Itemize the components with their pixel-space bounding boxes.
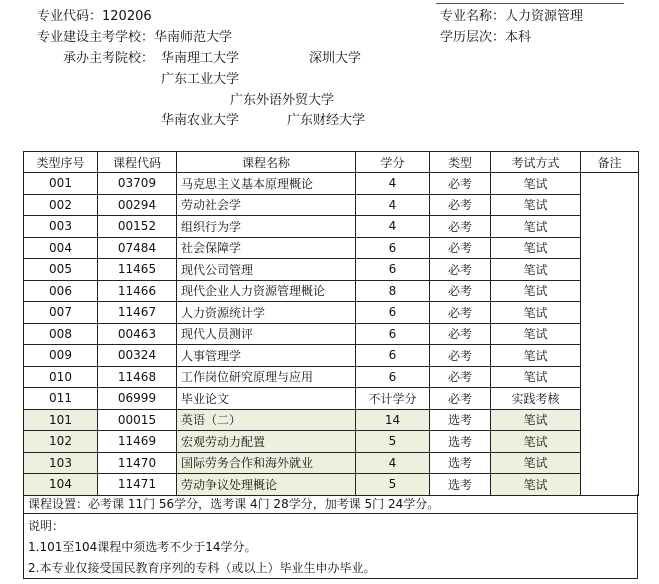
- column-header: 学分: [356, 152, 430, 173]
- type-cell: 必考: [430, 302, 491, 324]
- table-row: [24, 323, 639, 345]
- table-row: [24, 388, 639, 410]
- major-name: [440, 9, 583, 25]
- table-row: [24, 259, 639, 281]
- notes-box: [23, 513, 638, 579]
- major-name-label: 专业名称：: [440, 9, 506, 24]
- seq-cell: 006: [24, 280, 98, 302]
- name-cell: 人事管理学: [177, 345, 356, 367]
- seq-cell: 001: [24, 173, 98, 195]
- seq-cell: 010: [24, 366, 98, 388]
- exam-cell: 笔试: [491, 345, 581, 367]
- table-row: [24, 173, 639, 195]
- name-cell: 现代公司管理: [177, 259, 356, 281]
- seq-cell: 007: [24, 302, 98, 324]
- exam-cell: 笔试: [491, 474, 581, 496]
- seq-cell: 011: [24, 388, 98, 410]
- table-row: [24, 431, 639, 453]
- course-summary: 课程设置：必考课 11门 56学分，选考课 4门 28学分，加考课 5门 24学分。: [23, 494, 638, 514]
- host-school: 广东外语外贸大学: [230, 93, 335, 108]
- name-cell: 工作岗位研究原理与应用: [177, 366, 356, 388]
- type-cell: 必考: [430, 366, 491, 388]
- type-cell: 必考: [430, 216, 491, 238]
- exam-cell: 笔试: [491, 409, 581, 431]
- major-code-label: 专业代码：: [37, 9, 103, 24]
- credit-cell: 14: [356, 409, 430, 431]
- seq-cell: 008: [24, 323, 98, 345]
- exam-cell: 笔试: [491, 237, 581, 259]
- table-row: [24, 474, 639, 496]
- column-header: 课程名称: [177, 152, 356, 173]
- name-cell: 现代企业人力资源管理概论: [177, 280, 356, 302]
- code-cell: 11466: [98, 280, 177, 302]
- credit-cell: 8: [356, 280, 430, 302]
- main-school-value: 华南师范大学: [154, 30, 233, 45]
- course-table: [23, 151, 639, 496]
- code-cell: 00324: [98, 345, 177, 367]
- credit-cell: 4: [356, 216, 430, 238]
- seq-cell: 101: [24, 409, 98, 431]
- exam-cell: 笔试: [491, 216, 581, 238]
- credit-cell: 6: [356, 366, 430, 388]
- main-school-label: 专业建设主考学校：: [37, 30, 155, 45]
- credit-cell: 6: [356, 259, 430, 281]
- column-header: 课程代码: [98, 152, 177, 173]
- name-cell: 社会保障学: [177, 237, 356, 259]
- code-cell: 11468: [98, 366, 177, 388]
- note-item: 1.101至104课程中须选考不少于14学分。: [28, 540, 257, 554]
- seq-cell: 104: [24, 474, 98, 496]
- type-cell: 选考: [430, 452, 491, 474]
- name-cell: 劳动社会学: [177, 194, 356, 216]
- exam-cell: 笔试: [491, 259, 581, 281]
- type-cell: 必考: [430, 388, 491, 410]
- code-cell: 11471: [98, 474, 177, 496]
- credit-cell: 不计学分: [356, 388, 430, 410]
- host-schools-label: 承办主考院校：: [63, 51, 155, 66]
- credit-cell: 6: [356, 323, 430, 345]
- table-row: [24, 409, 639, 431]
- note-cell: [581, 173, 639, 496]
- seq-cell: 009: [24, 345, 98, 367]
- credit-cell: 6: [356, 302, 430, 324]
- name-cell: 组织行为学: [177, 216, 356, 238]
- type-cell: 必考: [430, 173, 491, 195]
- code-cell: 00015: [98, 409, 177, 431]
- seq-cell: 005: [24, 259, 98, 281]
- column-header: 考试方式: [491, 152, 581, 173]
- level: [440, 30, 531, 46]
- name-cell: 人力资源统计学: [177, 302, 356, 324]
- seq-cell: 103: [24, 452, 98, 474]
- name-cell: 毕业论文: [177, 388, 356, 410]
- code-cell: 11469: [98, 431, 177, 453]
- credit-cell: 4: [356, 452, 430, 474]
- table-row: [24, 366, 639, 388]
- host-school: 华南农业大学: [161, 113, 240, 128]
- table-row: [24, 194, 639, 216]
- note-item: 2.本专业仅接受国民教育序列的专科（或以上）毕业生申办毕业。: [28, 561, 376, 575]
- seq-cell: 002: [24, 194, 98, 216]
- code-cell: 07484: [98, 237, 177, 259]
- seq-cell: 102: [24, 431, 98, 453]
- table-row: [24, 345, 639, 367]
- level-label: 学历层次：: [440, 30, 506, 45]
- name-cell: 宏观劳动力配置: [177, 431, 356, 453]
- code-cell: 11465: [98, 259, 177, 281]
- type-cell: 选考: [430, 409, 491, 431]
- type-cell: 选考: [430, 431, 491, 453]
- type-cell: 必考: [430, 345, 491, 367]
- main-school: [37, 30, 232, 46]
- credit-cell: 5: [356, 431, 430, 453]
- exam-cell: 笔试: [491, 366, 581, 388]
- code-cell: 11470: [98, 452, 177, 474]
- name-cell: 英语（二）: [177, 409, 356, 431]
- seq-cell: 003: [24, 216, 98, 238]
- host-school: 华南理工大学: [161, 51, 240, 66]
- level-value: 本科: [505, 30, 532, 45]
- header-rule: [436, 3, 624, 4]
- table-row: [24, 452, 639, 474]
- exam-cell: 笔试: [491, 452, 581, 474]
- host-school: 广东财经大学: [287, 113, 366, 128]
- type-cell: 必考: [430, 280, 491, 302]
- table-row: [24, 280, 639, 302]
- exam-cell: 笔试: [491, 194, 581, 216]
- host-school: 深圳大学: [309, 51, 362, 66]
- table-header-row: [24, 152, 639, 173]
- type-cell: 必考: [430, 237, 491, 259]
- credit-cell: 4: [356, 173, 430, 195]
- exam-cell: 笔试: [491, 302, 581, 324]
- credit-cell: 6: [356, 345, 430, 367]
- credit-cell: 6: [356, 237, 430, 259]
- code-cell: 03709: [98, 173, 177, 195]
- name-cell: 现代人员测评: [177, 323, 356, 345]
- name-cell: 国际劳务合作和海外就业: [177, 452, 356, 474]
- code-cell: 00152: [98, 216, 177, 238]
- name-cell: 马克思主义基本原理概论: [177, 173, 356, 195]
- type-cell: 必考: [430, 259, 491, 281]
- code-cell: 11467: [98, 302, 177, 324]
- column-header: 类型序号: [24, 152, 98, 173]
- type-cell: 必考: [430, 323, 491, 345]
- credit-cell: 4: [356, 194, 430, 216]
- notes-title: 说明：: [28, 519, 65, 533]
- name-cell: 劳动争议处理概论: [177, 474, 356, 496]
- credit-cell: 5: [356, 474, 430, 496]
- table-row: [24, 237, 639, 259]
- column-header: 类型: [430, 152, 491, 173]
- exam-cell: 笔试: [491, 323, 581, 345]
- host-school: 广东工业大学: [161, 72, 240, 87]
- type-cell: 必考: [430, 194, 491, 216]
- table-row: [24, 302, 639, 324]
- seq-cell: 004: [24, 237, 98, 259]
- exam-cell: 实践考核: [491, 388, 581, 410]
- major-name-value: 人力资源管理: [505, 9, 584, 24]
- column-header: 备注: [581, 152, 639, 173]
- type-cell: 选考: [430, 474, 491, 496]
- code-cell: 06999: [98, 388, 177, 410]
- major-code-value: 120206: [102, 9, 152, 24]
- code-cell: 00294: [98, 194, 177, 216]
- table-row: [24, 216, 639, 238]
- exam-cell: 笔试: [491, 431, 581, 453]
- major-code: [37, 9, 152, 25]
- exam-cell: 笔试: [491, 280, 581, 302]
- code-cell: 00463: [98, 323, 177, 345]
- exam-cell: 笔试: [491, 173, 581, 195]
